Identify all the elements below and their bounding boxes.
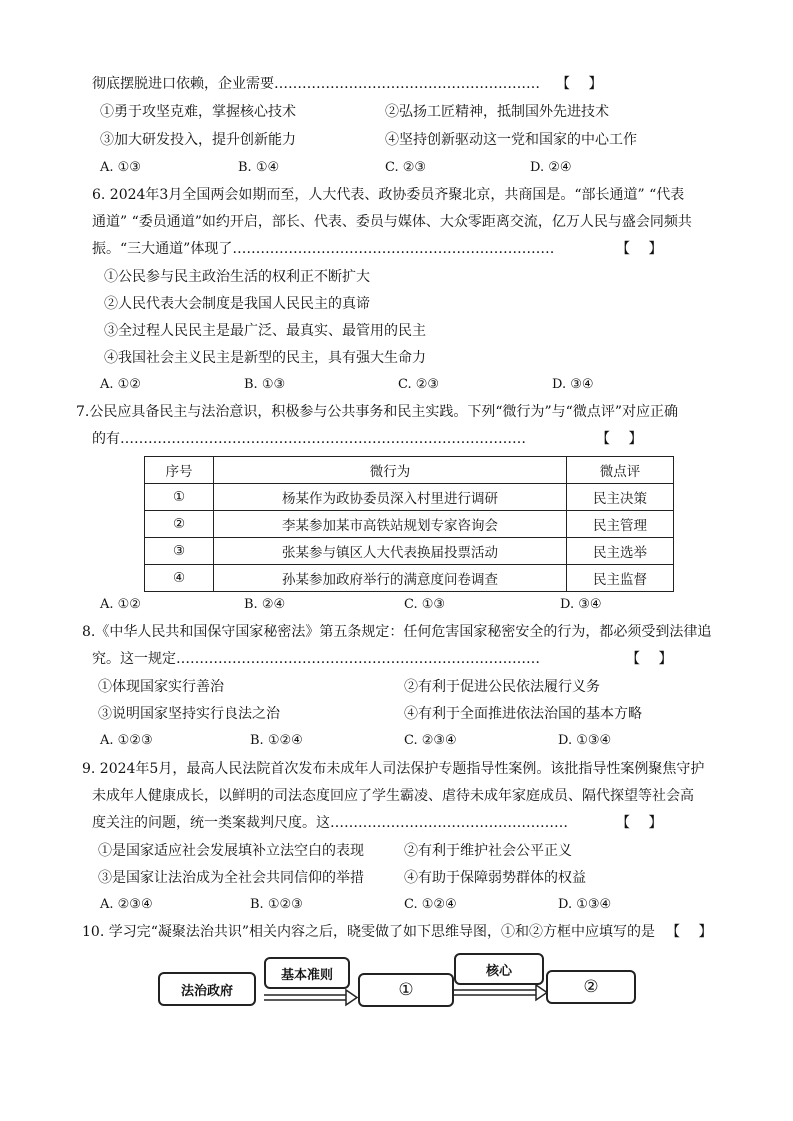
node-rule-of-law-government: 法治政府 xyxy=(158,972,256,1006)
q7-choice-b: B. ②④ xyxy=(244,597,286,612)
q8-item-4: ④有利于全面推进依法治国的基本方略 xyxy=(404,706,642,722)
q9-item-1: ①是国家适应社会发展填补立法空白的表现 xyxy=(98,843,364,859)
q7-answer-bracket: 【 】 xyxy=(596,431,643,447)
cell-behavior: 孙某参加政府举行的满意度问卷调查 xyxy=(214,565,567,592)
q10-answer-bracket: 【 】 xyxy=(666,924,713,940)
cell-behavior: 张某参与镇区人大代表换届投票活动 xyxy=(214,538,567,565)
col-header-behavior: 微行为 xyxy=(214,457,567,484)
q8-stem-line-1: 8.《中华人民共和国保守国家秘密法》第五条规定：任何危害国家秘密安全的行为，都必须受到法律追 xyxy=(82,624,712,640)
cell-comment: 民主监督 xyxy=(567,565,674,592)
q5-item-2: ②弘扬工匠精神，抵制国外先进技术 xyxy=(385,104,609,120)
q9-stem-line-3: 度关注的问题，统一类案裁判尺度。这…………………………………………… xyxy=(92,815,568,831)
q6-item-2: ②人民代表大会制度是我国人民民主的真谛 xyxy=(104,296,370,312)
cell-number: ② xyxy=(145,511,214,538)
q9-choice-d: D. ①③④ xyxy=(558,897,612,912)
q6-answer-bracket: 【 】 xyxy=(616,241,663,257)
q6-choice-b: B. ①③ xyxy=(244,377,286,392)
q6-choice-a: A. ①② xyxy=(100,377,141,392)
q7-choice-a: A. ①② xyxy=(100,597,141,612)
cell-behavior: 杨某作为政协委员深入村里进行调研 xyxy=(214,484,567,511)
cell-number: ④ xyxy=(145,565,214,592)
label-basic-principle: 基本准则 xyxy=(264,957,350,989)
col-header-comment: 微点评 xyxy=(567,457,674,484)
q8-choice-a: A. ①②③ xyxy=(100,733,153,748)
q9-stem-line-1: 9. 2024年5月，最高人民法院首次发布未成年人司法保护专题指导性案例。该批指导性案例聚焦守护 xyxy=(82,761,705,777)
cell-behavior: 李某参加某市高铁站规划专家咨询会 xyxy=(214,511,567,538)
label-core: 核心 xyxy=(454,953,544,985)
q9-stem-line-2: 未成年人健康成长，以鲜明的司法态度回应了学生霸凌、虐待未成年家庭成员、隔代探望等社会高 xyxy=(92,788,694,804)
q5-item-4: ④坚持创新驱动这一党和国家的中心工作 xyxy=(385,132,637,148)
q6-item-4: ④我国社会主义民主是新型的民主，具有强大生命力 xyxy=(104,350,426,366)
q9-item-2: ②有利于维护社会公平正义 xyxy=(404,843,572,859)
node-blank-1: ① xyxy=(358,973,454,1007)
q6-choice-c: C. ②③ xyxy=(398,377,440,392)
q8-choice-b: B. ①②④ xyxy=(250,733,303,748)
q7-choice-c: C. ①③ xyxy=(404,597,446,612)
q9-item-4: ④有助于保障弱势群体的权益 xyxy=(404,870,586,886)
q8-stem-line-2: 究。这一规定…………………………………………………………………… xyxy=(92,651,540,667)
q9-item-3: ③是国家让法治成为全社会共同信仰的举措 xyxy=(98,870,364,886)
q5-choice-b: B. ①④ xyxy=(238,160,280,175)
q6-item-3: ③全过程人民民主是最广泛、最真实、最管用的民主 xyxy=(104,323,426,339)
q8-item-3: ③说明国家坚持实行良法之治 xyxy=(98,706,280,722)
q5-answer-bracket: 【 】 xyxy=(556,76,603,92)
cell-comment: 民主选举 xyxy=(567,538,674,565)
q8-choice-d: D. ①③④ xyxy=(558,733,612,748)
q6-stem-line-1: 6. 2024年3月全国两会如期而至，人大代表、政协委员齐聚北京，共商国是。“部长通道” “代表 xyxy=(92,187,685,203)
q6-choice-d: D. ③④ xyxy=(552,377,594,392)
cell-comment: 民主决策 xyxy=(567,484,674,511)
q8-item-1: ①体现国家实行善治 xyxy=(98,679,224,695)
q5-item-3: ③加大研发投入，提升创新能力 xyxy=(100,132,296,148)
q6-stem-line-3: 振。“三大通道”体现了…………………………………………………………… xyxy=(92,241,555,257)
q5-item-1: ①勇于攻坚克难，掌握核心技术 xyxy=(100,104,296,120)
q6-item-1: ①公民参与民主政治生活的权利正不断扩大 xyxy=(104,269,370,285)
cell-comment: 民主管理 xyxy=(567,511,674,538)
q10-stem: 10. 学习完“凝聚法治共识”相关内容之后，晓雯做了如下思维导图，①和②方框中应填写的是 xyxy=(82,924,656,940)
q9-choice-c: C. ①②④ xyxy=(404,897,457,912)
q9-choice-a: A. ②③④ xyxy=(100,897,153,912)
col-header-number: 序号 xyxy=(145,457,214,484)
q9-choice-b: B. ①②③ xyxy=(250,897,303,912)
q7-stem-line-1: 7.公民应具备民主与法治意识，积极参与公共事务和民主实践。下列“微行为”与“微点评”对应正确 xyxy=(76,404,678,420)
q7-choice-d: D. ③④ xyxy=(560,597,602,612)
cell-number: ③ xyxy=(145,538,214,565)
q5-choice-c: C. ②③ xyxy=(385,160,427,175)
node-blank-2: ② xyxy=(546,970,636,1004)
q6-stem-line-2: 通道” “委员通道”如约开启，部长、代表、委员与媒体、大众零距离交流，亿万人民与盛会同频共 xyxy=(92,214,692,230)
cell-number: ① xyxy=(145,484,214,511)
q8-answer-bracket: 【 】 xyxy=(626,651,673,667)
q7-stem-line-2: 的有…………………………………………………………………………… xyxy=(92,431,526,447)
q8-choice-c: C. ②③④ xyxy=(404,733,457,748)
q9-answer-bracket: 【 】 xyxy=(616,815,663,831)
q5-stem: 彻底摆脱进口依赖，企业需要………………………………………………… xyxy=(92,76,540,92)
q8-item-2: ②有利于促进公民依法履行义务 xyxy=(404,679,600,695)
q5-choice-a: A. ①③ xyxy=(100,160,141,175)
q5-choice-d: D. ②④ xyxy=(530,160,572,175)
